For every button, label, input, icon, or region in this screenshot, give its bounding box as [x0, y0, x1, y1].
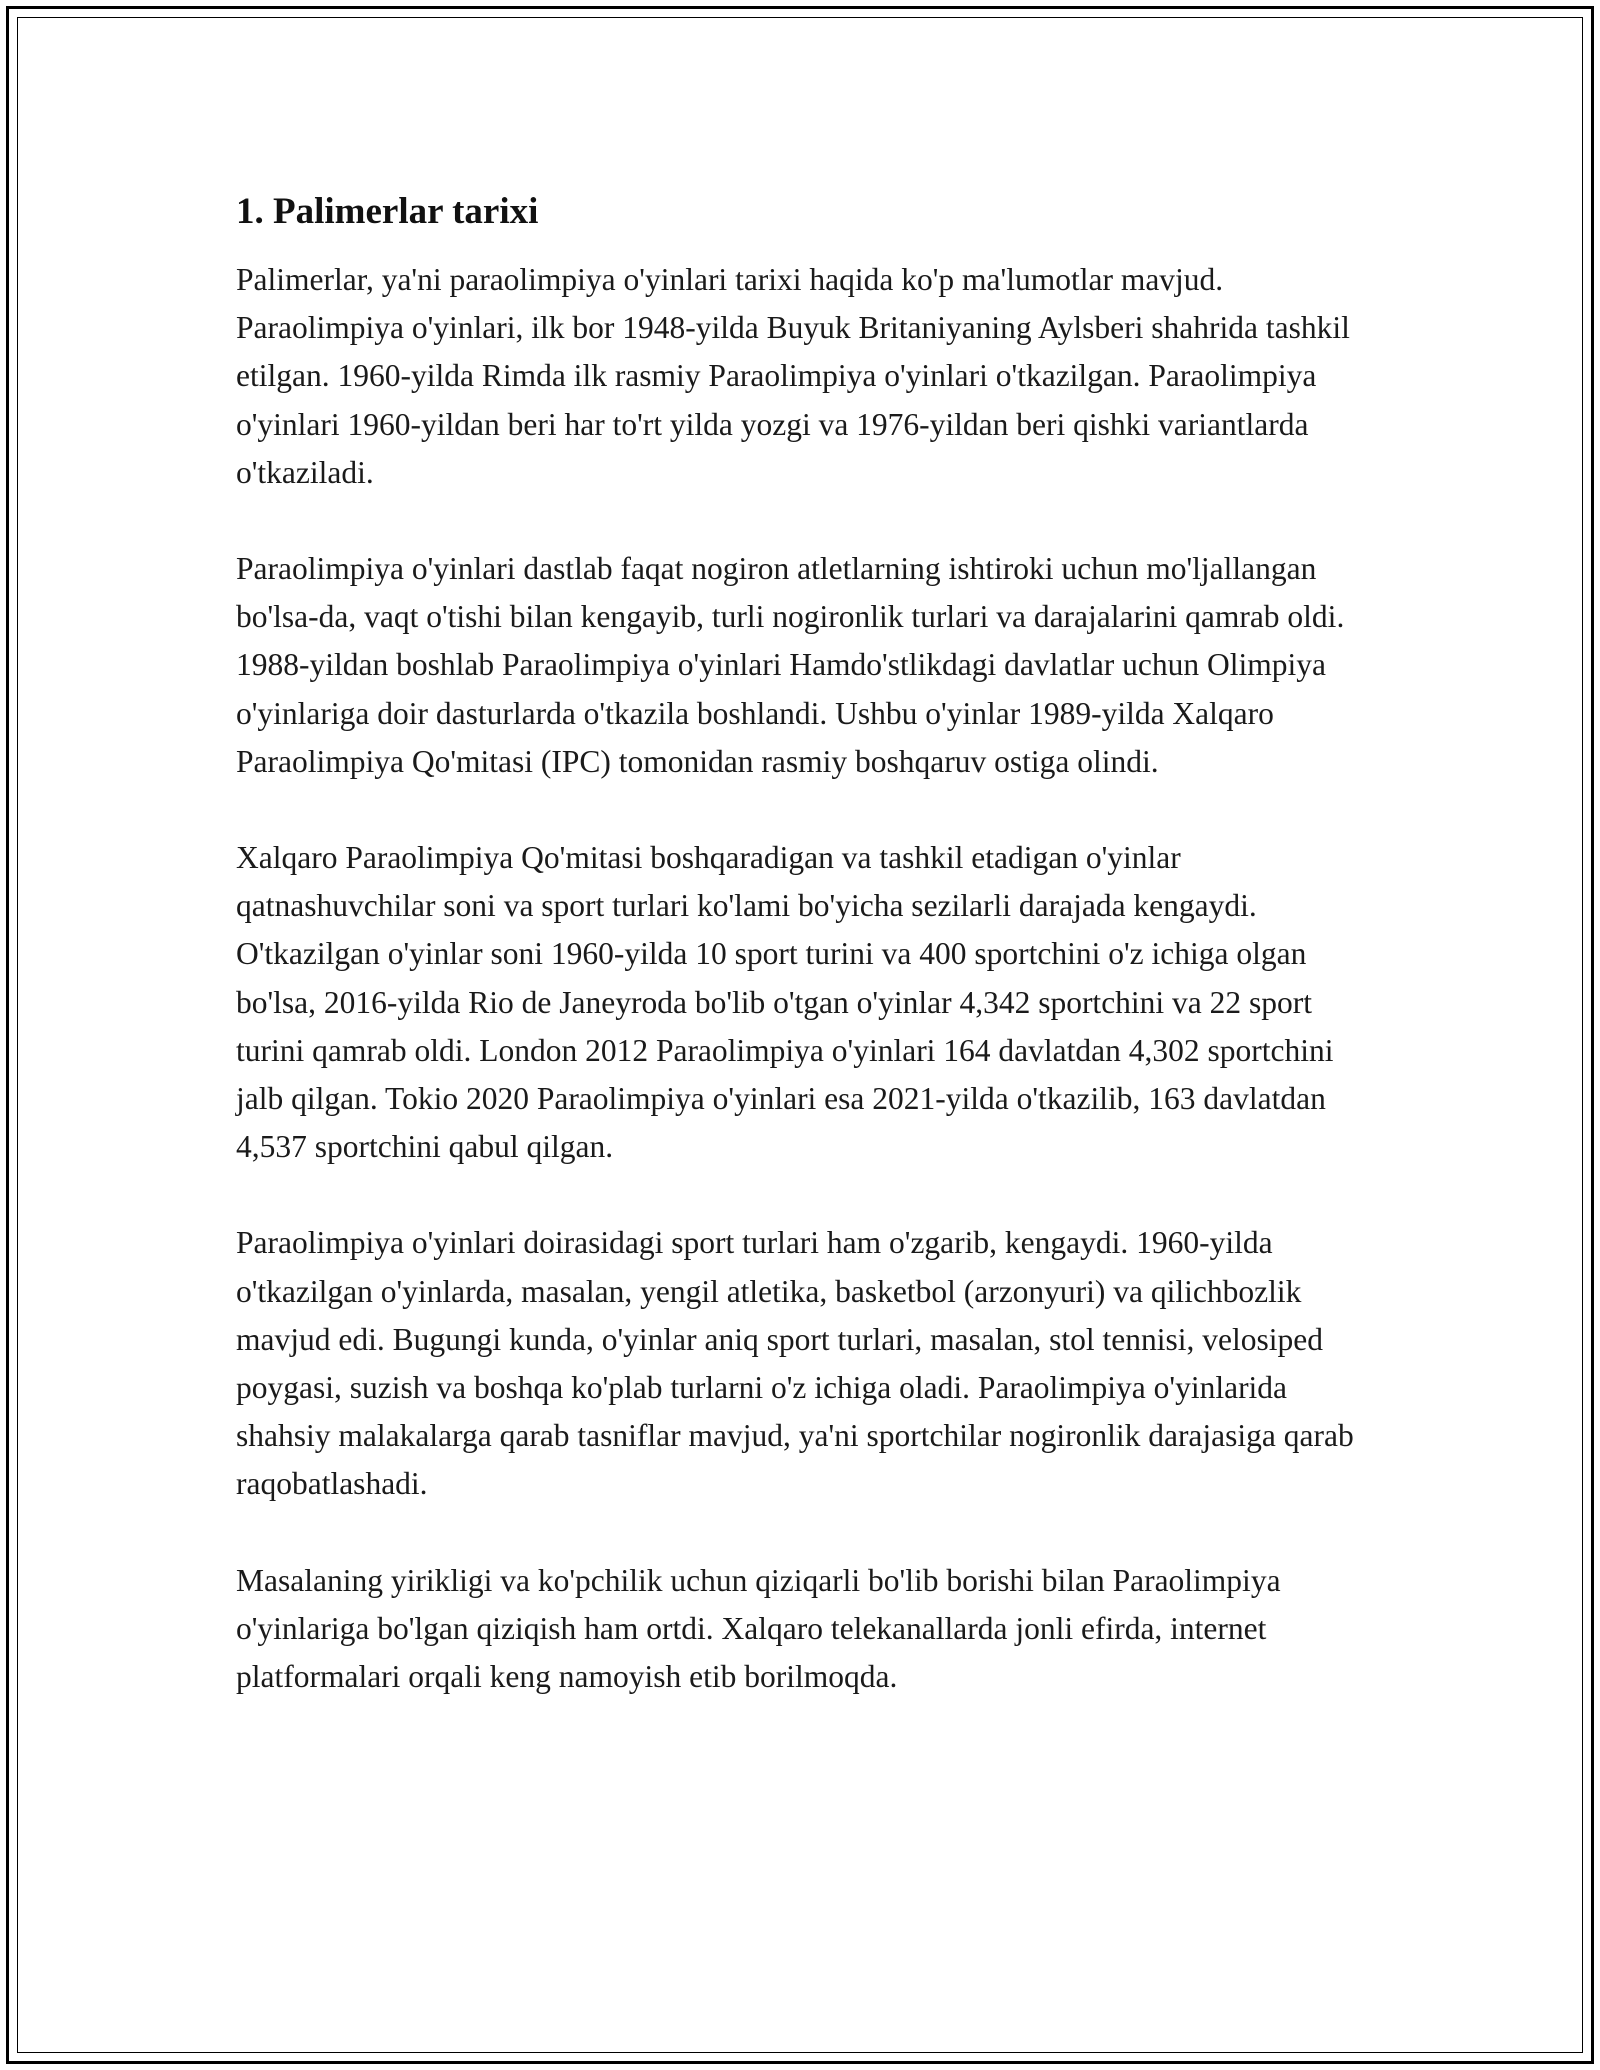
- paragraph-participation-growth: Xalqaro Paraolimpiya Qo'mitasi boshqaradigan va tashkil etadigan o'yinlar qatnashuvchilar soni va sport turlari ko'lami bo'yicha sezilarli darajada kengaydi. O'tkazilgan o'yinlar soni 1960-yilda 10 sport turini va 400 sportchini o'z ichiga olgan bo'lsa, 2016-yilda Rio de Janeyroda bo'lib o'tgan o'yinlar 4,342 sportchini va 22 sport turini qamrab oldi. London 2012 Paraolimpiya o'yinlari 164 davlatdan 4,302 sportchini jalb qilgan. Tokio 2020 Paraolimpiya o'yinlari esa 2021-yilda o'tkazilib, 163 davlatdan 4,537 sportchini qabul qilgan.: [236, 840, 1334, 1165]
- paragraph-history-intro: Palimerlar, ya'ni paraolimpiya o'yinlari tarixi haqida ko'p ma'lumotlar mavjud. Paraolimpiya o'yinlari, ilk bor 1948-yilda Buyuk Britaniyaning Aylsberi shahrida tashkil etilgan. 1960-yilda Rimda ilk rasmiy Paraolimpiya o'yinlari o'tkazilgan. Paraolimpiya o'yinlari 1960-yildan beri har to'rt yilda yozgi va 1976-yildan beri qishki variantlarda o'tkaziladi.: [236, 262, 1350, 490]
- section-title: 1. Palimerlar tarixi: [236, 191, 539, 232]
- paragraph-expansion: Paraolimpiya o'yinlari dastlab faqat nogiron atletlarning ishtiroki uchun mo'ljallangan bo'lsa-da, vaqt o'tishi bilan kengayib, turli nogironlik turlari va darajalarini qamrab oldi. 1988-yildan boshlab Paraolimpiya o'yinlari Hamdo'stlikdagi davlatlar uchun Olimpiya o'yinlariga doir dasturlarda o'tkazila boshlandi. Ushbu o'yinlar 1989-yilda Xalqaro Paraolimpiya Qo'mitasi (IPC) tomonidan rasmiy boshqaruv ostiga olindi.: [236, 551, 1345, 779]
- document-body: [236, 186, 1376, 1749]
- paragraph-popularity: Masalaning yirikligi va ko'pchilik uchun qiziqarli bo'lib borishi bilan Paraolimpiya o'yinlariga bo'lgan qiziqish ham ortdi. Xalqaro telekanallarda jonli efirda, internet platformalari orqali keng namoyish etib borilmoqda.: [236, 1562, 1281, 1695]
- paragraph-sport-types: Paraolimpiya o'yinlari doirasidagi sport turlari ham o'zgarib, kengaydi. 1960-yilda o'tkazilgan o'yinlarda, masalan, yengil atletika, basketbol (arzonyuri) va qilichbozlik mavjud edi. Bugungi kunda, o'yinlar aniq sport turlari, masalan, stol tennisi, velosiped poygasi, suzish va boshqa ko'plab turlarni o'z ichiga oladi. Paraolimpiya o'yinlarida shahsiy malakalarga qarab tasniflar mavjud, ya'ni sportchilar nogironlik darajasiga qarab raqobatlashadi.: [236, 1225, 1354, 1502]
